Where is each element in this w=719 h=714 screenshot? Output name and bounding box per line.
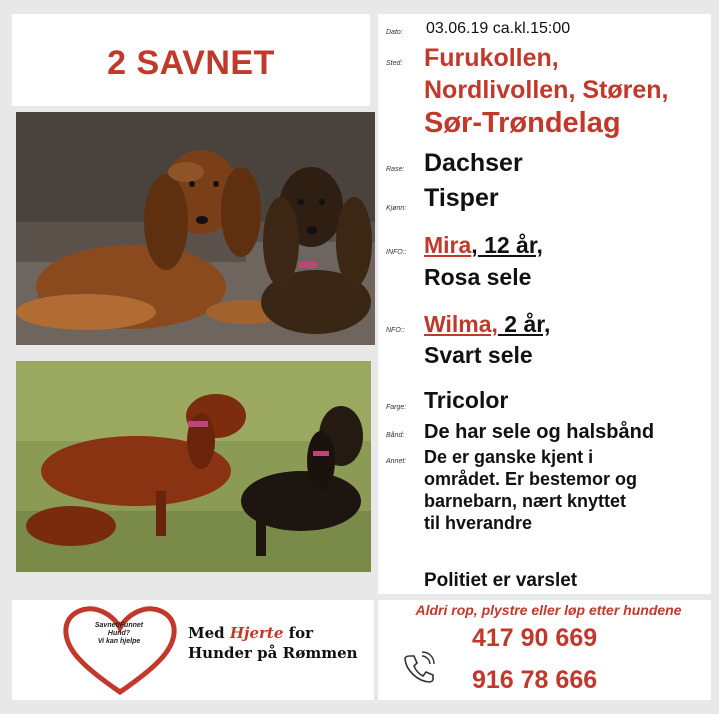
place-line1: Furukollen, <box>424 44 559 72</box>
info-panel <box>378 14 711 594</box>
other-line3: barnebarn, nært knyttet <box>424 491 627 511</box>
heart-line1: Savnet/Funnet <box>94 622 144 629</box>
breed-value: Dachser <box>424 149 523 177</box>
info1-line2: Rosa sele <box>424 264 532 290</box>
date-value: 03.06.19 ca.kl.15:00 <box>426 20 571 37</box>
color-label: Farge: <box>386 404 407 411</box>
info2-line1 <box>424 311 550 338</box>
info2-line2: Svart sele <box>424 342 533 368</box>
color-value: Tricolor <box>424 387 509 413</box>
sex-value: Tisper <box>424 184 499 212</box>
info1-label: INFO:: <box>386 249 407 256</box>
logo-text-for: for <box>283 624 313 642</box>
logo-panel <box>12 600 374 700</box>
place-line2: Nordlivollen, Støren, <box>424 76 669 104</box>
other-text <box>424 446 637 534</box>
logo-text-med: Med <box>188 624 230 642</box>
warning-text: Aldri rop, plystre eller løp etter hundene <box>415 602 682 618</box>
band-value: De har sele og halsbånd <box>424 421 655 443</box>
other-label: Annet: <box>386 458 407 465</box>
band-label: Bånd: <box>386 432 405 439</box>
info1-line1 <box>424 232 543 259</box>
logo-text-line1 <box>188 624 313 642</box>
info2-label: NFO:: <box>386 327 405 334</box>
other-line2: området. Er bestemor og <box>424 469 638 489</box>
phone-icon <box>402 650 436 684</box>
heart-line3: Vi kan hjelpe <box>97 638 141 645</box>
phone-number-1[interactable]: 417 90 669 <box>472 624 598 652</box>
other-line1: De er ganske kjent i <box>424 447 594 467</box>
contact-panel <box>378 600 711 700</box>
dogs-grass-image <box>16 361 371 572</box>
dogs-sofa-image <box>16 112 375 345</box>
place-label: Sted: <box>386 60 403 67</box>
logo-text-hjerte: Hjerte <box>229 624 284 642</box>
heart-line2: Hund? <box>107 630 131 637</box>
heart-logo-icon <box>62 604 178 696</box>
breed-label: Rase: <box>386 166 405 173</box>
logo-text-line2: Hunder på Rømmen <box>188 644 358 662</box>
heart-text <box>84 622 154 646</box>
page-title: 2 SAVNET <box>107 44 275 82</box>
date-label: Dato: <box>386 29 403 36</box>
info2-name: Wilma, <box>424 311 498 337</box>
info1-name: Mira <box>424 232 472 258</box>
other-line4: til hverandre <box>424 513 533 533</box>
dogs-sofa-photo <box>16 112 375 345</box>
place-line3: Sør-Trøndelag <box>424 107 621 139</box>
info2-age: 2 år, <box>497 311 551 337</box>
police-notice: Politiet er varslet <box>424 570 578 591</box>
info1-age: , 12 år, <box>471 232 543 258</box>
dogs-grass-photo <box>16 361 371 572</box>
phone-number-2[interactable]: 916 78 666 <box>472 666 598 694</box>
title-panel <box>12 14 370 106</box>
sex-label: Kjønn: <box>386 205 407 212</box>
